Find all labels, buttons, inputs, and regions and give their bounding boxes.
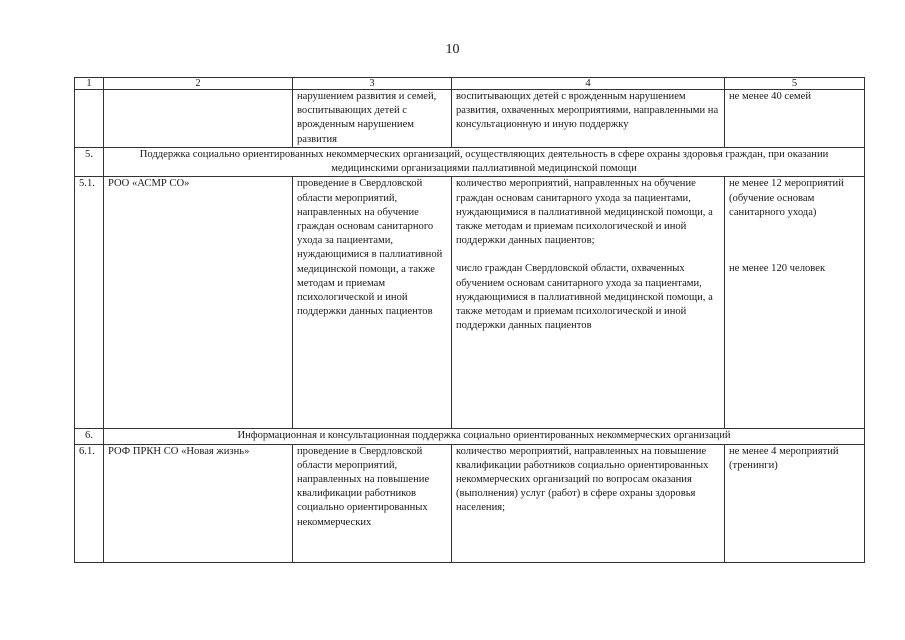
table-row-5-1	[75, 177, 865, 429]
indicator-text: количество мероприятий, направленных на обучение граждан основам санитарного ухода за пациентами, нуждающимися в паллиативной медицинской помощи, а также методам и приемам психологической и иной поддержки данных пациентов;	[456, 178, 713, 247]
header-cell: 5	[725, 78, 865, 90]
table-row-continuation	[75, 90, 865, 148]
header-cell: 3	[293, 78, 452, 90]
indicator-cell	[452, 177, 725, 429]
org-cell	[104, 90, 293, 148]
section-number: 6.	[75, 429, 104, 444]
number-cell: 5.1.	[75, 177, 104, 429]
indicator-cell: количество мероприятий, направленных на повышение квалификации работников социально ориентированных некоммерческих организаций по вопросам оказания (выполнения) услуг (работ) в сфере охраны здоровья населения;	[452, 444, 725, 562]
header-cell: 2	[104, 78, 293, 90]
section-title: Поддержка социально ориентированных некоммерческих организаций, осуществляющих деятельность в сфере охраны здоровья граждан, при оказании медицинскими организациями паллиативной медицинской помощи	[104, 148, 865, 177]
value-cell	[725, 177, 865, 429]
activity-cell: проведение в Свердловской области мероприятий, направленных на обучение граждан основам санитарного ухода за пациентами, нуждающимися в паллиативной медицинской помощи, а также методам и приемам психологической и иной поддержки данных пациентов	[293, 177, 452, 429]
section-number: 5.	[75, 148, 104, 177]
org-cell: РОФ ПРКН СО «Новая жизнь»	[104, 444, 293, 562]
activity-cell: нарушением развития и семей, воспитывающих детей с врожденным нарушением развития	[293, 90, 452, 148]
program-table	[74, 77, 865, 563]
number-cell: 6.1.	[75, 444, 104, 562]
table-header-row	[75, 78, 865, 90]
section-row-6	[75, 429, 865, 444]
value-text: не менее 12 мероприятий (обучение основам санитарного ухода)	[729, 178, 844, 218]
value-cell: не менее 40 семей	[725, 90, 865, 148]
header-cell: 4	[452, 78, 725, 90]
section-row-5	[75, 148, 865, 177]
table-row-6-1	[75, 444, 865, 562]
indicator-text: число граждан Свердловской области, охваченных обучением основам санитарного ухода за пациентами, нуждающимися в паллиативной медицинской помощи, а также методам и приемам психологической и иной поддержки данных пациентов	[456, 263, 713, 332]
value-text: не менее 120 человек	[729, 263, 826, 275]
header-cell: 1	[75, 78, 104, 90]
activity-cell: проведение в Свердловской области мероприятий, направленных на повышение квалификации работников социально ориентированных некоммерческих	[293, 444, 452, 562]
number-cell	[75, 90, 104, 148]
value-cell: не менее 4 мероприятий (тренинги)	[725, 444, 865, 562]
page-number: 10	[445, 42, 460, 57]
org-cell: РОО «АСМР СО»	[104, 177, 293, 429]
indicator-cell: воспитывающих детей с врожденным нарушением развития, охваченных мероприятиями, направленными на консультационную и иную поддержку	[452, 90, 725, 148]
section-title: Информационная и консультационная поддержка социально ориентированных некоммерческих организаций	[104, 429, 865, 444]
